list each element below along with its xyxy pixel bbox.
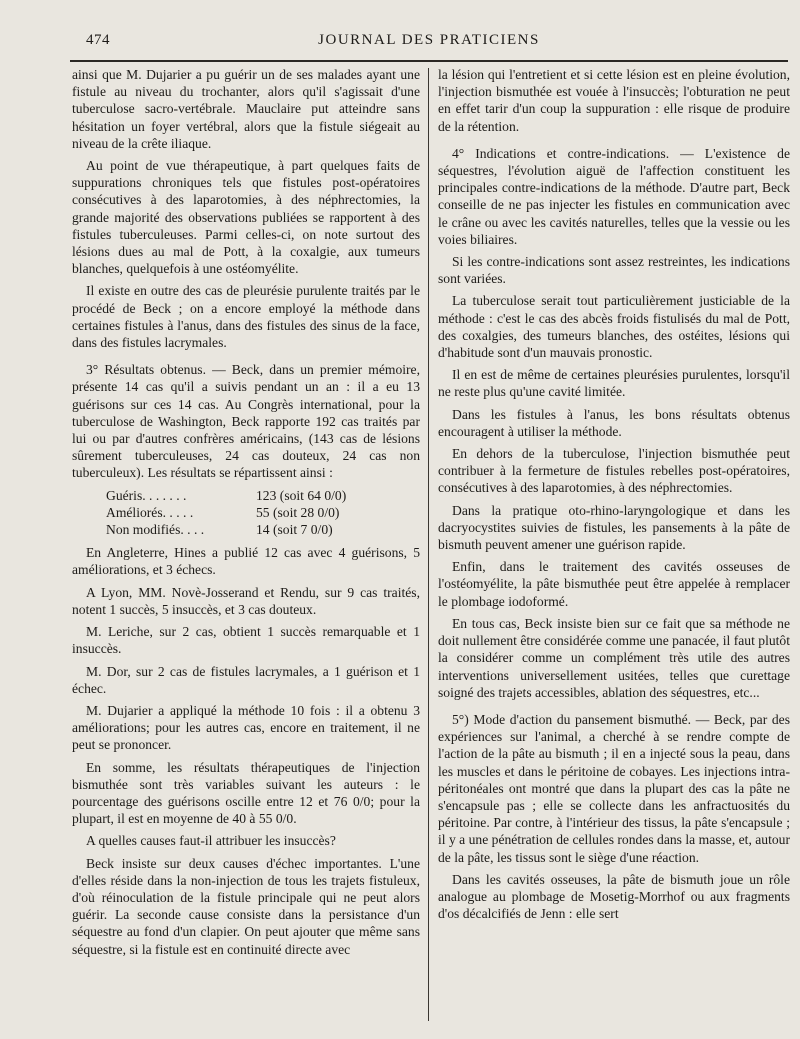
journal-title: JOURNAL DES PRATICIENS — [318, 32, 540, 48]
results-label: Améliorés. . . . . — [106, 504, 194, 520]
paragraph: ainsi que M. Dujarier a pu guérir un de ses malades ayant une fistule au niveau du trochanter, alors qu'il s'agissait d'une tuberculose sacro-vertébrale. Mauclaire put atteindre sans hésitation un foyer vertébral, alors que la fistule siégeait au niveau de la crête iliaque. — [72, 67, 420, 151]
results-label: Non modifiés. . . . — [106, 522, 205, 538]
column-divider — [428, 68, 429, 1021]
paragraph: Dans les cavités osseuses, la pâte de bismuth joue un rôle analogue au plombage de Mosetig-Morrhof ou aux fragments d'os décalcifiés de Jenn : elle sert — [438, 871, 790, 922]
paragraph: En somme, les résultats thérapeutiques de l'injection bismuthée sont très variables suivant les auteurs : le pourcentage des guérisons oscille entre 12 et 76 0/0; pour la plupart, il est en moyenne de 40 à 55 0/0. — [72, 759, 420, 827]
paragraph: En Angleterre, Hines a publié 12 cas avec 4 guérisons, 5 améliorations, et 3 échecs. — [72, 545, 420, 578]
paragraph: A Lyon, MM. Novè-Josserand et Rendu, sur 9 cas traités, notent 1 succès, 5 insuccès, et 3 cas douteux. — [72, 584, 420, 617]
paragraph: la lésion qui l'entretient et si cette lésion est en pleine évolution, l'injection bismuthée est vouée à l'insuccès; l'obturation ne peut en effet tarir d'un coup la suppuration : elle risque de produire de la rétention. — [438, 67, 790, 134]
results-value: 123 (soit 64 0/0) — [256, 487, 347, 503]
paragraph: Beck insiste sur deux causes d'échec importantes. L'une d'elles réside dans la non-injection de tous les trajets fistuleux, d'où réinoculation de la fistule principale qui ne peut alors guérir. La seconde cause consiste dans la persistance d'un séquestre au fond d'un clapier. On peut ajouter que même sans séquestre, si la fistule est en continuité directe avec — [72, 855, 420, 957]
paragraph: M. Dujarier a appliqué la méthode 10 fois : il a obtenu 3 améliorations; pour les autres cas, encore en traitement, il ne peut se prononcer. — [72, 702, 420, 753]
running-header — [86, 32, 772, 54]
header-rule — [70, 60, 788, 62]
paragraph: A quelles causes faut-il attribuer les insuccès? — [86, 833, 336, 849]
section-mode-action-paragraph: 5°) Mode d'action du pansement bismuthé. — Beck, par des expériences sur l'animal, a cherché à se rendre compte de l'action de la pâte au bismuth ; il en a injecté sous la peau, dans les muscles et dans le péritoine de cobayes. Les injections intra-péritonéales ont montré que dans la plupart des cas la pâte ne s'encapsule pas ; elle se collecte dans les anfractuosités du péritoine. Par contre, à l'intérieur des tissus, la pâte s'encapsule ; il y a une pénétration de cellules rondes dans la masse, et, autour de la pâte, les tissus sont le siège d'une réaction. — [438, 711, 790, 865]
results-row — [72, 521, 420, 538]
results-table — [72, 487, 420, 539]
paragraph: En dehors de la tuberculose, l'injection bismuthée peut contribuer à la fermeture de fistules rebelles post-opératoires, consécutives à des laparotomies, à des néphrectomies. — [438, 446, 790, 496]
paragraph: Il existe en outre des cas de pleurésie purulente traités par le procédé de Beck ; on a encore employé la méthode dans certaines fistules à l'anus, dans des fistules des sinus de la face, dans des fistules lacrymales. — [72, 283, 420, 351]
results-row — [72, 504, 420, 521]
results-value: 14 (soit 7 0/0) — [256, 522, 333, 538]
right-column — [438, 66, 790, 1029]
section-results-paragraph: 3° Résultats obtenus. — Beck, dans un premier mémoire, présente 14 cas qu'il a suivis pendant un an : il a eu 13 guérisons sur ces 14 cas. Au Congrès international, pour la tuberculose de Washington, Beck rapporte 192 cas traités par lui ou par d'autres confrères américains, (143 cas de lésions sûrement tuberculeuses, 24 cas douteux, 24 cas non tuberculeux). Les résultats se répartissent ainsi : — [72, 362, 420, 481]
section-indications-paragraph: 4° Indications et contre-indications. — L'existence de séquestres, l'évolution aiguë de l'affection constituent les principales contre-indications de la méthode. D'autre part, Beck conseille de ne pas injecter les fistules en communication avec le crâne ou avec les cavités naturelles, telles que la vessie ou les voies biliaires. — [438, 145, 790, 247]
paragraph: Au point de vue thérapeutique, à part quelques faits de suppurations chroniques tels que fistules post-opératoires consécutives à des laparotomies, à des néphrectomies, la grande majorité des observations publiées se rapportent à des fistules tuberculeuses. Parmi celles-ci, on note surtout des lésions dues au mal de Pott, à la coxalgie, aux tumeurs blanches, quelquefois à une ostéomyélite. — [72, 158, 420, 277]
page-number: 474 — [86, 32, 110, 48]
results-value: 55 (soit 28 0/0) — [256, 504, 340, 520]
left-column — [72, 66, 420, 1029]
paragraph: En tous cas, Beck insiste bien sur ce fait que sa méthode ne doit nullement être considérée comme une panacée, il faut plutôt la considérer comme un complément très utile des autres interventions universellement usitées, telles que curettage soigné des trajets accessibles, ablation des séquestres, etc... — [438, 615, 790, 700]
paragraph: M. Dor, sur 2 cas de fistules lacrymales, a 1 guérison et 1 échec. — [72, 663, 420, 696]
paragraph: Dans la pratique oto-rhino-laryngologique et dans les dacryocystites suivies de fistules, les pansements à la pâte de bismuth peuvent amener une guérison rapide. — [438, 502, 790, 553]
paragraph: M. Leriche, sur 2 cas, obtient 1 succès remarquable et 1 insuccès. — [72, 624, 420, 657]
paragraph: Si les contre-indications sont assez restreintes, les indications sont variées. — [438, 254, 790, 287]
results-label: Guéris. . . . . . . — [106, 487, 187, 503]
paragraph: La tuberculose serait tout particulièrement justiciable de la méthode : c'est le cas des abcès froids fistulisés du mal de Pott, des coxalgies, des tumeurs blanches, des ostéites, lésions qui d'habitude sont d'un mauvais pronostic. — [438, 293, 790, 361]
paragraph: Il en est de même de certaines pleurésies purulentes, lorsqu'il ne reste plus qu'une cavité limitée. — [438, 367, 790, 400]
paragraph: Dans les fistules à l'anus, les bons résultats obtenus encouragent à utiliser la méthode. — [438, 406, 790, 439]
results-row — [72, 487, 420, 504]
paragraph: Enfin, dans le traitement des cavités osseuses de l'ostéomyélite, la pâte bismuthée peut être appelée à remplacer le plombage iodoformé. — [438, 559, 790, 609]
